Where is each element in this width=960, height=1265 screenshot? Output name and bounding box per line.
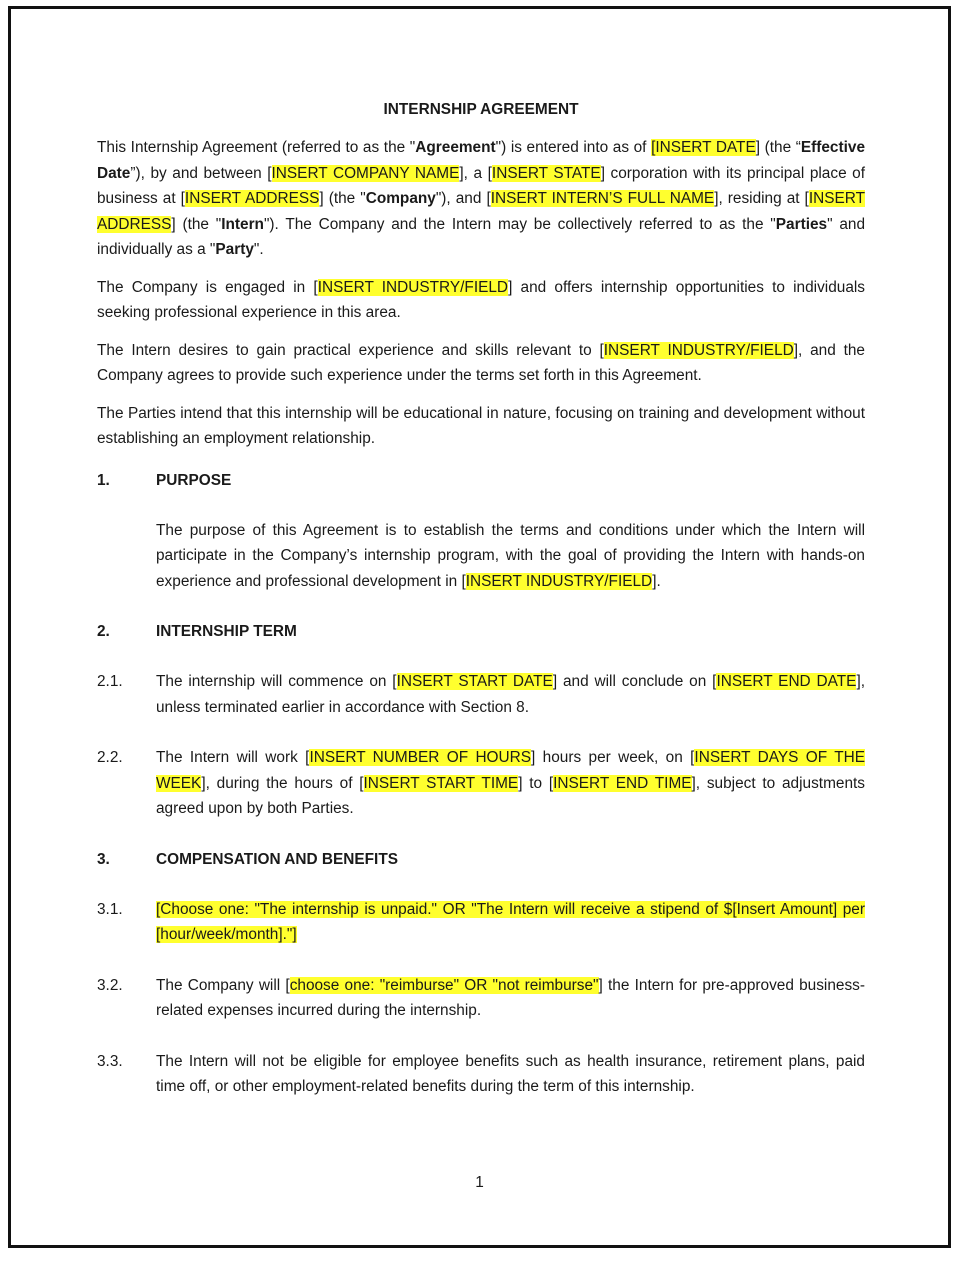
intro-paragraph-1: This Internship Agreement (referred to as the "Agreement") is entered into as of [INSERT DATE] (the “Effective Date”), by and between [INSERT COMPANY NAME], a [INSERT STATE] corporation with its principal place of business at [INSERT ADDRESS] (the "Company"), and [INSERT INTERN’S FULL NAME], residing at [INSERT ADDRESS] (the "Intern"). The Company and the Intern may be collectively referred to as the "Parties" and individually as a "Party".	[97, 139, 866, 258]
placeholder-industry: INSERT INDUSTRY/FIELD	[317, 278, 509, 296]
document-body	[97, 99, 865, 1100]
section-number: 2.	[97, 623, 110, 640]
clause-2-1	[97, 669, 865, 720]
clause-text	[156, 897, 865, 948]
clause-text: The Company will [choose one: "reimburse" OR "not reimburse"] the Intern for pre-approved business-related expenses incurred during the internship.	[156, 976, 865, 1019]
intro-paragraph-4: The Parties intend that this internship will be educational in nature, focusing on training and development without establishing an employment relationship.	[97, 404, 865, 447]
placeholder-industry: INSERT INDUSTRY/FIELD	[465, 572, 653, 590]
section-number: 3.	[97, 850, 110, 868]
section-title: PURPOSE	[156, 471, 232, 489]
clause-number: 2.1.	[97, 673, 123, 690]
placeholder-company-address: INSERT ADDRESS	[184, 190, 320, 207]
section-number: 1.	[97, 471, 110, 489]
placeholder-company-name: INSERT COMPANY NAME	[271, 164, 460, 182]
document-title: INTERNSHIP AGREEMENT	[383, 101, 579, 118]
clause-text: The Intern will not be eligible for employee benefits such as health insurance, retirement plans, paid time off, or other employment-related benefits during the term of this internship.	[156, 1052, 865, 1095]
intro-paragraph-2: The Company is engaged in [INSERT INDUSTRY/FIELD] and offers internship opportunities to individuals seeking professional experience in this area.	[97, 278, 865, 321]
section-purpose-body: The purpose of this Agreement is to establish the terms and conditions under which the Intern will participate in the Company’s internship program, with the goal of providing the Intern with hands-on experience and professional development in [INSERT INDUSTRY/FIELD].	[156, 521, 865, 590]
section-title: INTERNSHIP TERM	[156, 623, 297, 640]
clause-3-2	[97, 973, 865, 1024]
placeholder-start-time: INSERT START TIME	[363, 774, 519, 792]
clause-number: 3.1.	[97, 900, 123, 918]
section-title: COMPENSATION AND BENEFITS	[156, 850, 398, 868]
intro-paragraph-3: The Intern desires to gain practical experience and skills relevant to [INSERT INDUSTRY/FIELD], and the Company agrees to provide such experience under the terms set forth in this Agreement.	[97, 341, 865, 384]
placeholder-intern-name: INSERT INTERN’S FULL NAME	[490, 190, 715, 207]
clause-3-3	[97, 1049, 865, 1100]
document-page	[8, 6, 951, 1248]
clause-number: 3.3.	[97, 1052, 123, 1070]
placeholder-state: INSERT STATE	[491, 164, 601, 182]
placeholder-intern-address: INSERT ADDRESS	[97, 190, 866, 233]
placeholder-industry: INSERT INDUSTRY/FIELD	[603, 341, 794, 359]
clause-number: 3.2.	[97, 976, 123, 994]
section-heading-purpose	[97, 468, 865, 493]
placeholder-hours: INSERT NUMBER OF HOURS	[309, 749, 532, 766]
clause-3-1	[97, 897, 865, 948]
placeholder-reimburse-choice: choose one: "reimburse" OR "not reimburse"	[289, 976, 599, 994]
section-heading-compensation	[97, 847, 865, 872]
placeholder-days: INSERT DAYS OF THE WEEK	[156, 749, 866, 792]
placeholder-end-time: INSERT END TIME	[553, 774, 692, 792]
placeholder-end-date: INSERT END DATE	[716, 673, 857, 690]
page-number: 1	[475, 1174, 484, 1191]
placeholder-start-date: INSERT START DATE	[396, 673, 553, 690]
clause-text: The internship will commence on [INSERT START DATE] and will conclude on [INSERT END DATE], unless terminated earlier in accordance with Section 8.	[156, 673, 865, 716]
clause-number: 2.2.	[97, 749, 123, 766]
clause-2-2	[97, 745, 865, 822]
section-heading-internship-term	[97, 619, 865, 644]
placeholder-compensation-choice: [Choose one: "The internship is unpaid." OR "The Intern will receive a stipend of $[Insert Amount] per [hour/week/month]."]	[156, 900, 865, 943]
clause-text: The Intern will work [INSERT NUMBER OF HOURS] hours per week, on [INSERT DAYS OF THE WEEK], during the hours of [INSERT START TIME] to [INSERT END TIME], subject to adjustments agreed upon by both Parties.	[156, 749, 866, 817]
placeholder-insert-date: [INSERT DATE	[651, 139, 756, 156]
